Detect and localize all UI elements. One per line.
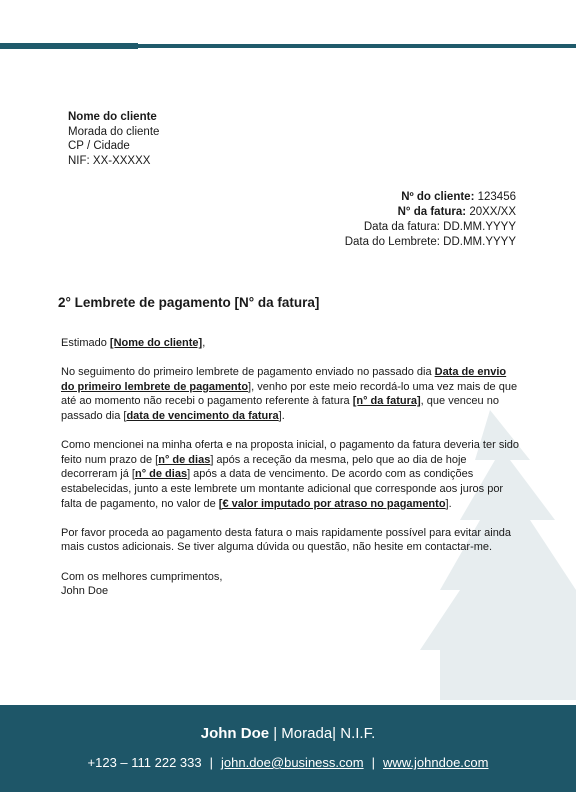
p2-text-4: ].: [445, 497, 452, 510]
client-number-label: Nº do cliente:: [401, 191, 475, 203]
paragraph-first-reminder: [61, 365, 521, 423]
footer-phone: +123 – 111 222 333: [87, 755, 202, 770]
closing-block: [61, 570, 521, 599]
client-number-row: [345, 190, 516, 205]
p1-text-2: ], venho por este meio recordá-lo uma vez mais de que até ao momento não recebi o pagamento referente à fatura: [61, 380, 518, 408]
p2-text-3: ] após a data de vencimento. De acordo com as condições estabelecidas, junto a este lembrete um montante adicional que corresponde aos juros por falta de pagamento, no valor de: [61, 468, 504, 510]
paragraph-terms: [61, 438, 521, 511]
p2-days-term: n° de dias: [158, 453, 211, 466]
reminder-date-row: [345, 235, 516, 250]
footer-separator-1: |: [209, 755, 214, 770]
p1-due-date: data de vencimento da fatura: [126, 409, 279, 422]
signature: John Doe: [61, 585, 109, 598]
greeting-suffix: ,: [202, 337, 206, 349]
footer-identity: [0, 725, 576, 742]
invoice-number-label: N° da fatura:: [397, 206, 467, 218]
closing: Com os melhores cumprimentos,: [61, 570, 223, 583]
p1-text-3: , que venceu no passado dia [: [61, 395, 499, 422]
header-rule-accent: [0, 43, 138, 49]
footer: [0, 705, 576, 792]
p1-text-4: ].: [278, 409, 285, 422]
invoice-date-row: [345, 220, 516, 235]
client-nif: NIF: XX-XXXXX: [68, 154, 151, 167]
client-city: CP / Cidade: [68, 140, 130, 152]
p2-days-overdue: n° de dias: [134, 468, 188, 481]
footer-contact: [0, 755, 576, 770]
invoice-date-value: DD.MM.YYYY: [443, 221, 516, 233]
p2-late-fee: [€ valor imputado por atraso no pagamento: [218, 497, 446, 510]
client-name: Nome do cliente: [68, 111, 157, 123]
invoice-date-label: Data da fatura:: [363, 221, 440, 233]
p2-text-1: Como mencionei na minha oferta e na proposta inicial, o pagamento da fatura deveria ter sido feito num prazo de [: [61, 439, 519, 466]
footer-name: John Doe: [200, 725, 270, 742]
invoice-number-row: [345, 205, 516, 220]
footer-separator-2: |: [371, 755, 375, 770]
footer-email-link[interactable]: john.doe@business.com: [221, 755, 364, 770]
client-address-block: [68, 110, 159, 168]
greeting-client-name: [Nome do cliente]: [109, 337, 203, 349]
greeting-prefix: Estimado: [61, 337, 110, 349]
footer-website-link[interactable]: www.johndoe.com: [382, 755, 489, 770]
client-number-value: 123456: [477, 191, 516, 203]
client-address: Morada do cliente: [68, 125, 160, 138]
p1-invoice-number: [n° da fatura]: [352, 395, 421, 408]
reminder-date-value: DD.MM.YYYY: [443, 236, 516, 248]
p2-text-2: ] após a receção da mesma, pelo que ao dia de hoje decorreram já [: [61, 453, 467, 481]
letter-subject: 2° Lembrete de pagamento [N° da fatura]: [58, 295, 320, 310]
greeting: [61, 336, 521, 351]
p1-text-1: No seguimento do primeiro lembrete de pagamento enviado no passado dia: [61, 366, 435, 379]
invoice-number-value: 20XX/XX: [469, 206, 516, 218]
p1-first-reminder-date: Data de envio do primeiro lembrete de pagamento: [61, 366, 507, 393]
invoice-meta-block: [345, 190, 516, 250]
paragraph-request: Por favor proceda ao pagamento desta fatura o mais rapidamente possível para evitar ainda mais custos adicionais. Se tiver alguma dúvida ou questão, não hesite em contactar-me.: [61, 526, 512, 554]
reminder-date-label: Data do Lembrete:: [344, 236, 440, 248]
letter-body: [61, 336, 521, 599]
footer-address-nif: | Morada| N.I.F.: [269, 725, 376, 742]
